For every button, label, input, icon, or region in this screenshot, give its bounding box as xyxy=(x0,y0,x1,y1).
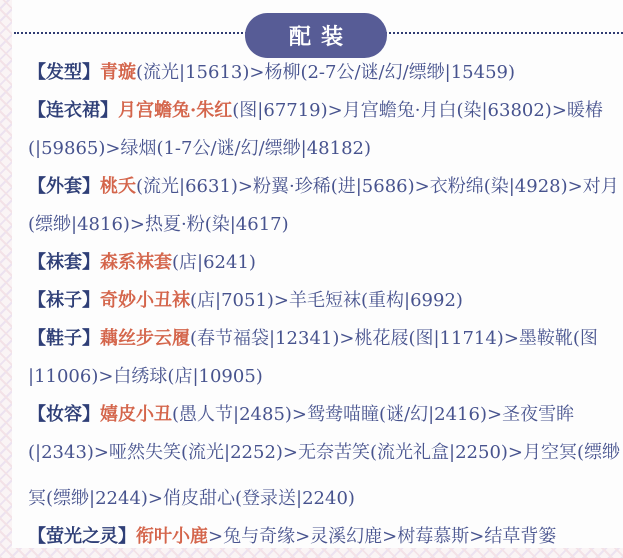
entry-highlight-name: 月宫蟾兔·朱红 xyxy=(118,100,233,121)
entry-socks xyxy=(28,282,613,320)
entry-highlight-name: 奇妙小丑袜 xyxy=(100,290,190,311)
entry-line: (|59865)>绿烟(1-7公/谜/幻/缥缈|48182) xyxy=(28,138,372,159)
entry-line: (缥缈|4816)>热夏·粉(染|4617) xyxy=(28,214,289,235)
entry-line: (|2343)>哑然失笑(流光|2252)>无奈苦笑(流光礼盒|2250)>月空冥(缥缈 xyxy=(28,442,621,463)
entry-line: (店|6241) xyxy=(172,252,256,273)
entry-line: (店|7051)>羊毛短袜(重构|6992) xyxy=(190,290,463,311)
entry-glow-spirit xyxy=(28,518,613,556)
entry-highlight-name: 桃夭 xyxy=(100,176,136,197)
entry-line: (春节福袋|12341)>桃花屐(图|11714)>墨鞍靴(图 xyxy=(190,328,598,349)
entry-label: 【外套】 xyxy=(28,176,100,197)
entry-line: (流光|15613)>杨柳(2-7公/谜/幻/缥缈|15459) xyxy=(136,62,516,83)
entry-line: (图|67719)>月宫蟾兔·月白(染|63802)>暖椿 xyxy=(232,100,603,121)
entry-highlight-name: 藕丝步云履 xyxy=(100,328,190,349)
section-banner xyxy=(245,13,387,58)
entry-dress xyxy=(28,92,613,168)
entry-label: 【妆容】 xyxy=(28,404,100,425)
entry-sock-cover xyxy=(28,244,613,282)
entry-label: 【袜子】 xyxy=(28,290,100,311)
entry-label: 【发型】 xyxy=(28,62,100,83)
entry-label: 【鞋子】 xyxy=(28,328,100,349)
entry-label: 【袜套】 xyxy=(28,252,100,273)
entry-label: 【连衣裙】 xyxy=(28,100,118,121)
entry-line: 冥(缥缈|2244)>俏皮甜心(登录送|2240) xyxy=(28,488,355,509)
entry-line: |11006)>白绣球(店|10905) xyxy=(28,366,263,387)
entry-highlight-name: 嬉皮小丑 xyxy=(100,404,172,425)
entry-label: 【萤光之灵】 xyxy=(28,526,136,547)
entry-shoes xyxy=(28,320,613,396)
section-title: 配装 xyxy=(288,25,353,50)
entry-line: >兔与奇缘>灵溪幻鹿>树莓慕斯>结草背篓 xyxy=(208,526,557,547)
entry-highlight-name: 衔叶小鹿 xyxy=(136,526,208,547)
guide-paper xyxy=(12,0,623,548)
entry-line: (愚人节|2485)>鸳鸯喵瞳(谜/幻|2416)>圣夜雪眸 xyxy=(172,404,575,425)
entry-line: (流光|6631)>粉翼·珍稀(进|5686)>衣粉绵(染|4928)>对月 xyxy=(136,176,619,197)
entry-hairstyle xyxy=(28,54,613,92)
outfit-list xyxy=(28,54,621,556)
entry-coat xyxy=(28,168,619,244)
entry-highlight-name: 青璇 xyxy=(100,62,136,83)
entry-highlight-name: 森系袜套 xyxy=(100,252,172,273)
entry-makeup xyxy=(28,396,621,518)
